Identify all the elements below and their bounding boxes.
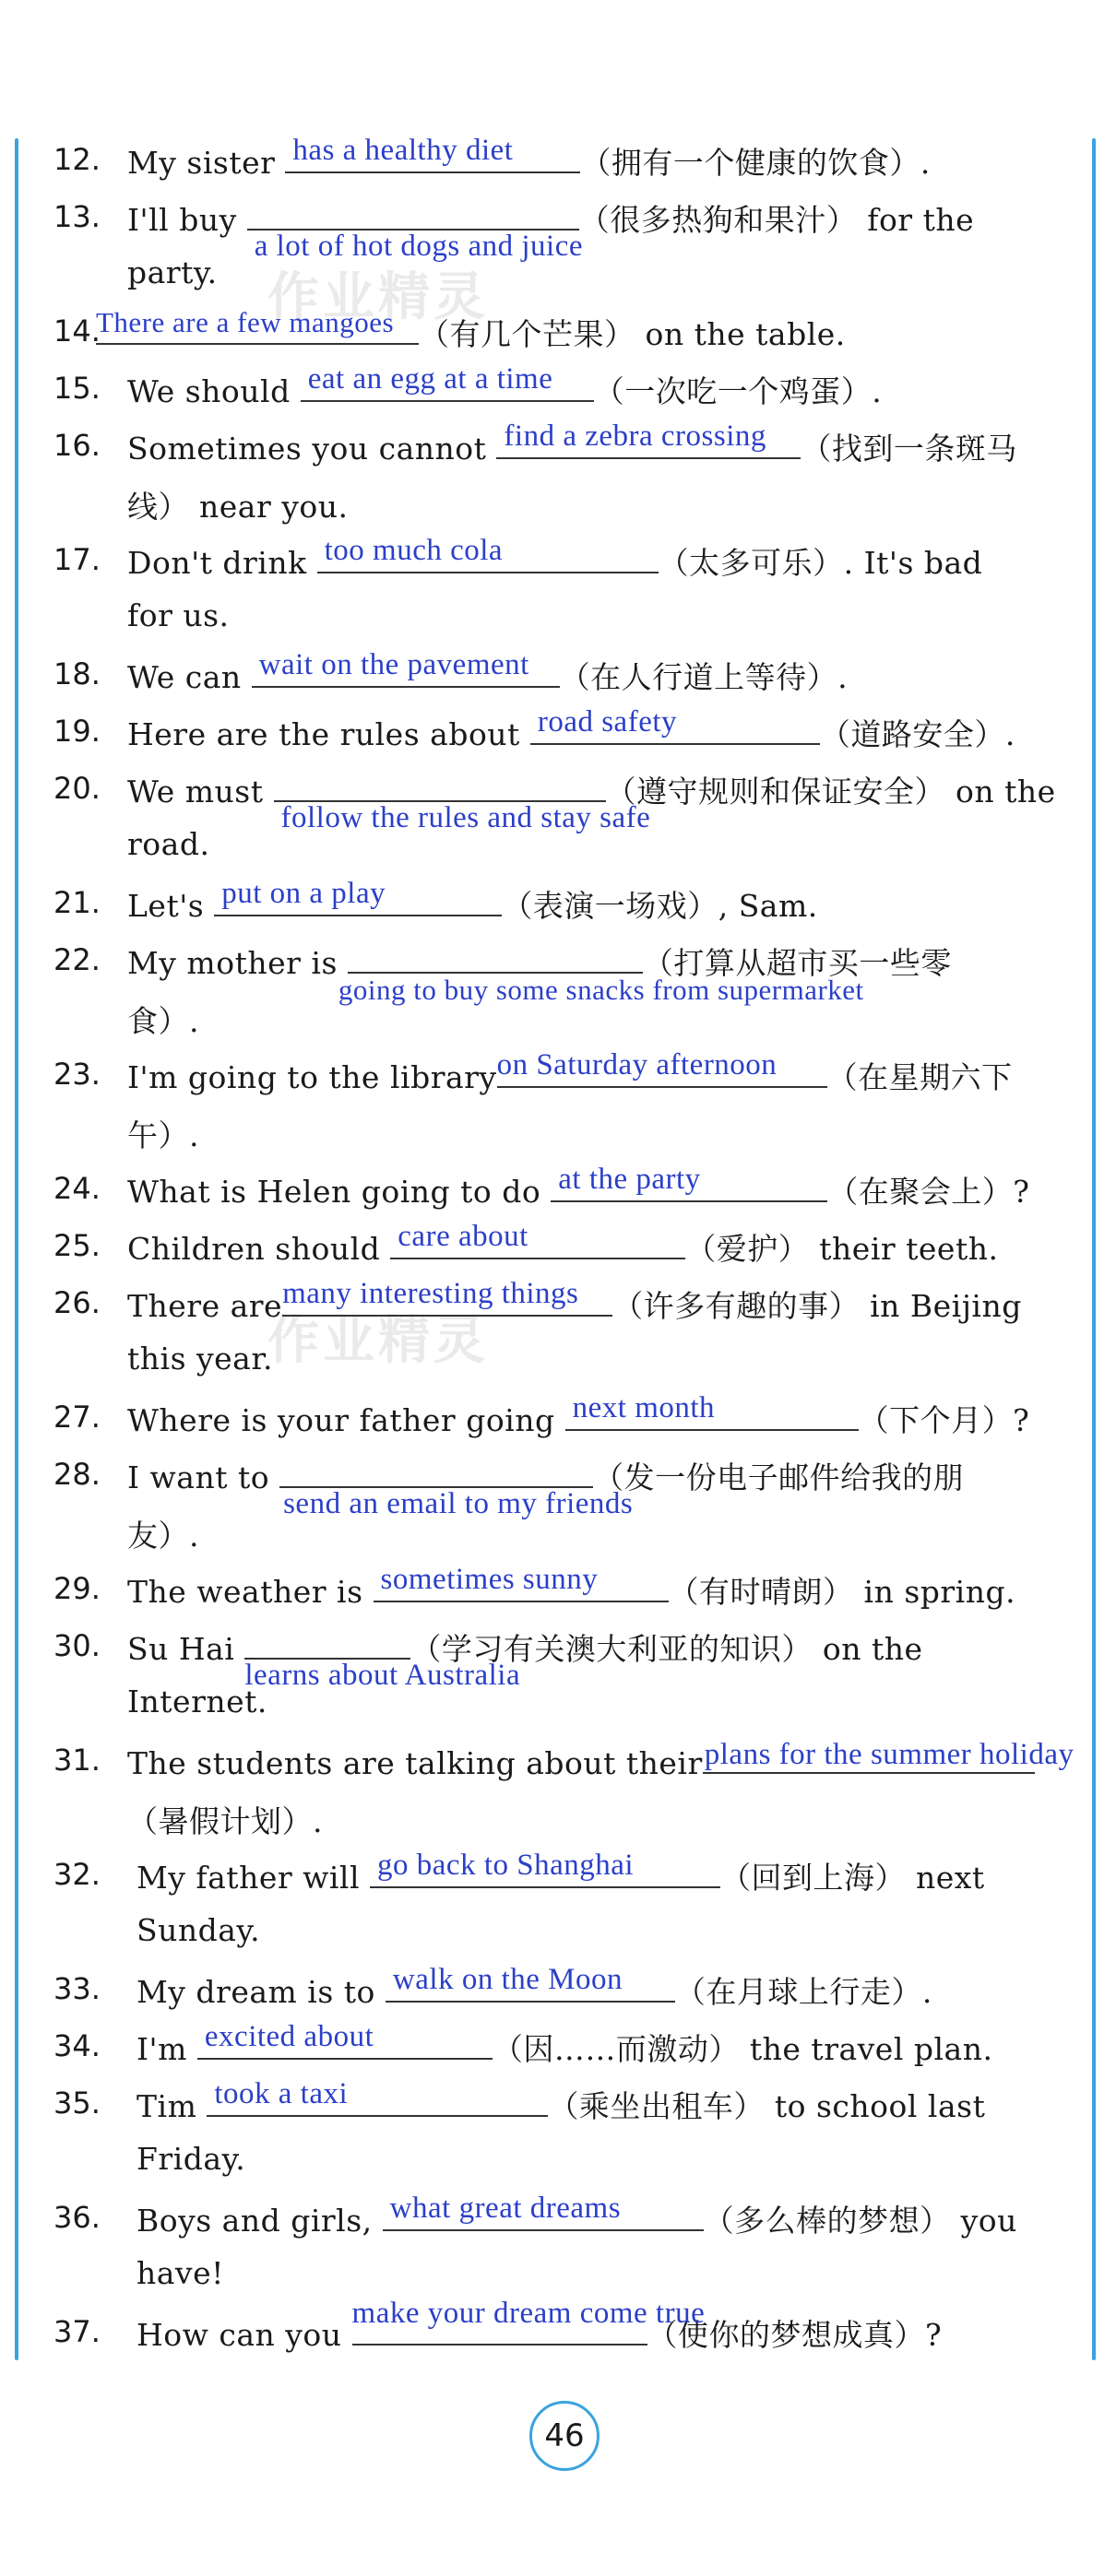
question-number: 17. — [53, 542, 101, 577]
question-text: （有几个芒果） on the table. — [419, 316, 846, 352]
watermark: 作业精灵 — [267, 267, 489, 327]
question-text: （道路安全）. — [819, 716, 1015, 752]
handwritten-answer: excited about — [204, 2020, 374, 2053]
question-text-continued: road. — [127, 826, 210, 862]
question-text: （回到上海） next — [720, 1860, 985, 1896]
handwritten-answer: find a zebra crossing — [504, 419, 766, 453]
question-text: I want to — [127, 1459, 270, 1495]
handwritten-answer: walk on the Moon — [392, 1963, 623, 1996]
question-text: （打算从超市买一些零 — [642, 945, 952, 981]
question-number: 26. — [53, 1285, 101, 1320]
handwritten-answer: sometimes sunny — [380, 1563, 599, 1596]
question-text: （在人行道上等待）. — [559, 659, 849, 695]
answer-blank[interactable] — [279, 1453, 634, 1520]
answer-blank[interactable] — [551, 1163, 827, 1202]
question-text: I'm — [137, 2031, 187, 2067]
handwritten-answer: took a taxi — [214, 2077, 349, 2110]
question-text: （拥有一个健康的饮食）. — [580, 145, 931, 181]
right-margin-rail — [1092, 138, 1096, 2360]
handwritten-answer: going to buy some snacks from supermarket — [338, 974, 864, 1006]
question-text: Sometimes you cannot — [127, 431, 487, 467]
answer-blank[interactable] — [252, 648, 560, 688]
question-text-continued: this year. — [127, 1341, 273, 1377]
question-text: The weather is — [127, 1574, 363, 1610]
answer-blank[interactable] — [285, 134, 580, 173]
handwritten-answer: follow the rules and stay safe — [280, 801, 651, 834]
handwritten-answer: has a healthy diet — [292, 134, 514, 167]
question-number: 37. — [53, 2314, 101, 2349]
answer-blank[interactable] — [274, 767, 651, 834]
question-number: 35. — [53, 2086, 101, 2121]
question-number: 24. — [53, 1171, 101, 1206]
question-text: Su Hai — [127, 1631, 235, 1667]
question-text: （多么棒的梦想） you — [703, 2203, 1017, 2239]
question-text-continued: have! — [137, 2255, 224, 2291]
question-number: 28. — [53, 1457, 101, 1492]
question-number: 36. — [53, 2200, 101, 2235]
handwritten-answer: learns about Australia — [244, 1659, 521, 1692]
handwritten-answer: on Saturday afternoon — [496, 1048, 778, 1081]
question-number: 12. — [53, 142, 101, 177]
question-text: （在月球上行走）. — [674, 1974, 932, 2010]
question-number: 20. — [53, 771, 101, 806]
question-text: I'll buy — [127, 202, 237, 238]
question-number: 29. — [53, 1571, 101, 1606]
handwritten-answer: plans for the summer holiday — [704, 1738, 1074, 1771]
question-number: 31. — [53, 1743, 101, 1778]
question-text: （在聚会上）? — [827, 1174, 1030, 1210]
page-number: 46 — [529, 2401, 600, 2471]
question-text: Boys and girls, — [137, 2203, 373, 2239]
handwritten-answer: wait on the pavement — [258, 648, 529, 681]
answer-blank[interactable] — [214, 877, 502, 916]
answer-blank[interactable] — [383, 2192, 704, 2231]
left-margin-rail — [15, 138, 18, 2360]
question-text: My father will — [137, 1860, 361, 1896]
question-text: Don't drink — [127, 545, 307, 581]
question-text: I'm going to the library — [127, 1059, 497, 1095]
handwritten-answer: road safety — [537, 705, 678, 739]
question-text: （在星期六下 — [826, 1059, 1013, 1095]
question-number: 30. — [53, 1628, 101, 1663]
question-text: The students are talking about their — [127, 1745, 703, 1781]
question-text: We can — [127, 659, 242, 695]
question-text-continued: Sunday. — [137, 1912, 261, 1948]
question-number: 25. — [53, 1228, 101, 1263]
question-number: 16. — [53, 428, 101, 463]
question-text: We must — [127, 774, 264, 809]
question-text: （下个月）? — [858, 1402, 1030, 1438]
handwritten-answer: too much cola — [324, 534, 504, 567]
question-text: （太多可乐）. It's bad — [658, 545, 983, 581]
question-text: Where is your father going — [127, 1402, 555, 1438]
question-text: （表演一场戏）, Sam. — [502, 888, 818, 924]
answer-blank[interactable] — [390, 1220, 685, 1259]
question-text-continued: Friday. — [137, 2141, 246, 2177]
question-number: 34. — [53, 2028, 101, 2063]
question-number: 23. — [53, 1057, 101, 1092]
question-text: There are — [127, 1288, 283, 1324]
question-text: Children should — [127, 1231, 381, 1267]
handwritten-answer: send an email to my friends — [283, 1487, 634, 1520]
question-text: （发一份电子邮件给我的朋 — [593, 1459, 965, 1495]
answer-blank[interactable] — [351, 2297, 706, 2346]
question-text-continued: 午）. — [127, 1117, 199, 1153]
answer-blank[interactable] — [370, 1849, 720, 1888]
handwritten-answer: many interesting things — [282, 1277, 579, 1310]
answer-blank[interactable] — [386, 1963, 675, 2003]
question-text: （一次吃一个鸡蛋）. — [593, 373, 883, 409]
question-number: 14. — [53, 313, 101, 349]
handwritten-answer: what great dreams — [389, 2192, 622, 2225]
question-text: What is Helen going to do — [127, 1174, 541, 1210]
question-text-continued: for us. — [127, 597, 230, 633]
watermark: 作业精灵 — [267, 1311, 489, 1371]
question-text: （使你的梦想成真）? — [647, 2317, 943, 2353]
question-text-continued: 线） near you. — [127, 489, 349, 525]
question-number: 19. — [53, 714, 101, 749]
question-text: My sister — [127, 145, 276, 181]
question-text: （很多热狗和果汁） for the — [578, 202, 975, 238]
question-text-continued: party. — [127, 254, 218, 290]
question-text-continued: 友）. — [127, 1518, 199, 1554]
question-text: Tim — [137, 2088, 197, 2124]
answer-blank[interactable] — [703, 1738, 1074, 1774]
question-text: My dream is to — [137, 1974, 375, 2010]
question-text: （乘坐出租车） to school last — [548, 2088, 986, 2124]
question-number: 13. — [53, 199, 101, 234]
question-number: 21. — [53, 885, 101, 920]
question-number: 27. — [53, 1400, 101, 1435]
answer-blank[interactable] — [301, 362, 594, 402]
answer-blank[interactable] — [496, 419, 801, 459]
handwritten-answer: make your dream come true — [351, 2297, 706, 2330]
answer-blank[interactable] — [207, 2077, 548, 2117]
handwritten-answer: care about — [398, 1220, 528, 1253]
question-number: 33. — [53, 1971, 101, 2006]
question-text-continued: （暑假计划）. — [127, 1803, 323, 1839]
handwritten-answer: next month — [572, 1391, 716, 1424]
answer-blank[interactable] — [496, 1048, 827, 1088]
question-text: （许多有趣的事） in Beijing — [612, 1288, 1022, 1324]
handwritten-answer: a lot of hot dogs and juice — [254, 230, 583, 263]
answer-blank[interactable] — [317, 534, 659, 573]
answer-blank[interactable] — [565, 1391, 859, 1431]
question-text: （有时晴朗） in spring. — [668, 1574, 1016, 1610]
question-text: （爱护） their teeth. — [685, 1231, 999, 1267]
question-text: Let's — [127, 888, 205, 924]
question-text-continued: Internet. — [127, 1684, 267, 1719]
answer-blank[interactable] — [244, 1625, 521, 1692]
question-text: We should — [127, 373, 291, 409]
handwritten-answer: put on a play — [221, 877, 386, 910]
question-number: 22. — [53, 942, 101, 977]
question-text: Here are the rules about — [127, 716, 520, 752]
answer-blank[interactable] — [247, 195, 583, 263]
answer-blank[interactable] — [530, 705, 820, 745]
handwritten-answer: at the party — [558, 1163, 701, 1196]
handwritten-answer: go back to Shanghai — [377, 1849, 635, 1882]
question-text: How can you — [137, 2317, 342, 2353]
handwritten-answer: eat an egg at a time — [307, 362, 553, 396]
question-text: （因……而激动） the travel plan. — [492, 2031, 993, 2067]
answer-blank[interactable] — [374, 1563, 669, 1602]
answer-blank[interactable] — [96, 306, 419, 345]
handwritten-answer: There are a few mangoes — [96, 306, 395, 338]
answer-blank[interactable] — [197, 2020, 493, 2060]
question-text-continued: 食）. — [127, 1003, 199, 1039]
question-text: （遵守规则和保证安全） on the — [605, 774, 1056, 809]
question-text: （找到一条斑马 — [801, 431, 1017, 467]
answer-blank[interactable] — [282, 1277, 612, 1317]
question-number: 15. — [53, 371, 101, 406]
question-number: 18. — [53, 656, 101, 691]
question-number: 32. — [53, 1857, 101, 1892]
question-text: （学习有关澳大利亚的知识） on the — [410, 1631, 923, 1667]
question-text: My mother is — [127, 945, 338, 981]
